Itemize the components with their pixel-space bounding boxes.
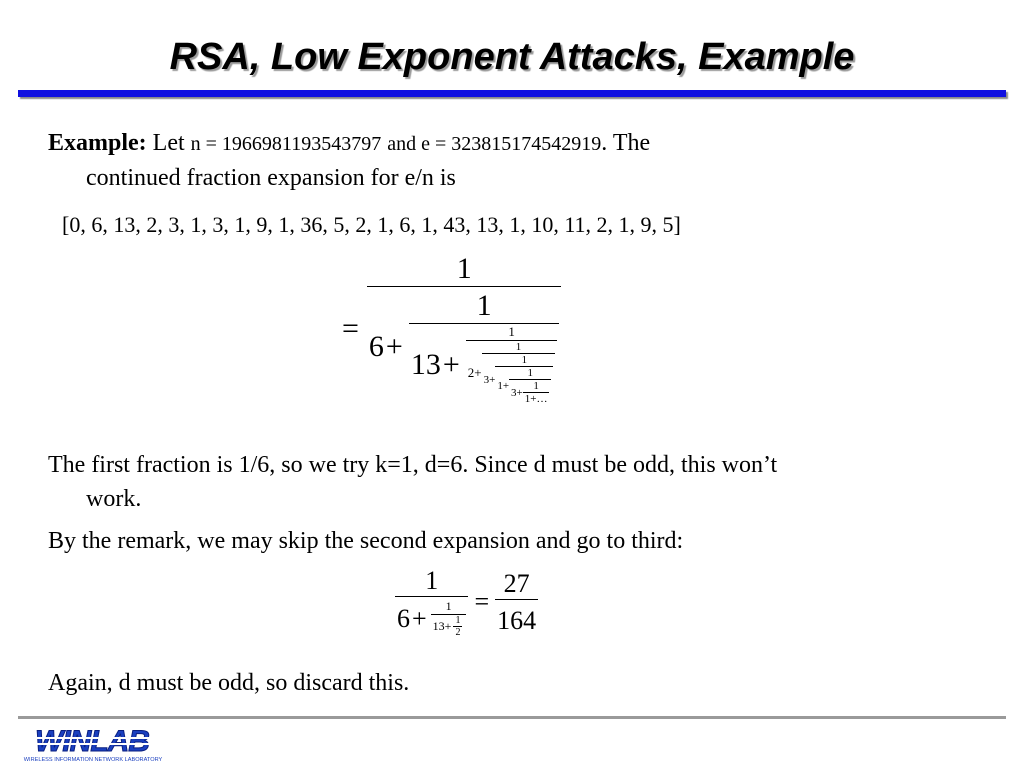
svg-text:WINLAB: WINLAB	[35, 725, 149, 758]
formula2-numerator: 1	[425, 566, 439, 595]
intro-line2: continued fraction expansion for e/n is	[86, 165, 456, 191]
formula1-numerator: 1	[456, 252, 472, 285]
first-fraction-paragraph	[48, 448, 978, 516]
plus-sign: +	[442, 347, 460, 381]
term-3b: 3	[511, 386, 517, 399]
term-2: 2	[467, 365, 475, 380]
term-6: 6	[368, 330, 384, 363]
intro-paragraph	[48, 126, 978, 195]
plus-sign: +	[516, 386, 523, 399]
e-expression: and e = 323815174542919	[387, 133, 602, 155]
formula2-half-num: 1	[455, 615, 461, 626]
continued-fraction-formula	[342, 252, 561, 405]
plus-sign: +	[385, 330, 403, 363]
formula2-inner-num: 1	[445, 599, 452, 613]
term-1: 1	[497, 380, 503, 392]
first-fraction-line1: The first fraction is 1/6, so we try k=1, d=6. Since d must be odd, this won’t	[48, 452, 778, 478]
formula1-num-7: 1	[533, 380, 539, 392]
formula1-num-6: 1	[527, 367, 534, 379]
formula1-num-3: 1	[508, 324, 515, 339]
the-word: . The	[601, 130, 651, 156]
formula1-num-2: 1	[476, 289, 492, 322]
term-3: 3	[483, 373, 490, 386]
footer-rule	[18, 716, 1006, 719]
formula2-result-den: 164	[495, 599, 538, 636]
winlab-logo	[18, 722, 168, 764]
slide-title: RSA, Low Exponent Attacks, Example	[169, 36, 855, 78]
example-label: Example:	[48, 130, 147, 156]
formula1-num-5: 1	[521, 354, 528, 366]
remark-paragraph: By the remark, we may skip the second expansion and go to third:	[48, 528, 684, 554]
formula2-thirteen-plus: 13+	[432, 619, 452, 633]
formula1-equals: =	[342, 311, 359, 345]
formula1-tail: 1+…	[524, 393, 548, 405]
formula2-six: 6	[397, 603, 410, 633]
n-expression: n = 1966981193543797	[190, 133, 382, 155]
svg-text:WIRELESS INFORMATION NETWORK L: WIRELESS INFORMATION NETWORK LABORATORY	[23, 757, 163, 763]
let-word: Let	[152, 130, 185, 156]
plus-sign: +	[502, 380, 510, 392]
term-13: 13	[410, 347, 441, 381]
continued-fraction-list: [0, 6, 13, 2, 3, 1, 3, 1, 9, 1, 36, 5, 2, 1, 6, 1, 43, 13, 1, 10, 11, 2, 1, 9, 5]	[62, 212, 681, 237]
formula1-num-4: 1	[515, 341, 522, 353]
plus-sign: +	[412, 603, 427, 633]
title-underline	[18, 90, 1006, 97]
formula2-half-den: 2	[455, 627, 461, 638]
third-convergent-formula	[395, 566, 538, 638]
formula2-result-num: 27	[503, 568, 530, 598]
formula2-equals: =	[474, 587, 490, 616]
plus-sign: +	[474, 365, 482, 380]
discard-paragraph: Again, d must be odd, so discard this.	[48, 670, 410, 696]
first-fraction-line2: work.	[86, 486, 142, 512]
plus-sign: +	[489, 373, 496, 386]
